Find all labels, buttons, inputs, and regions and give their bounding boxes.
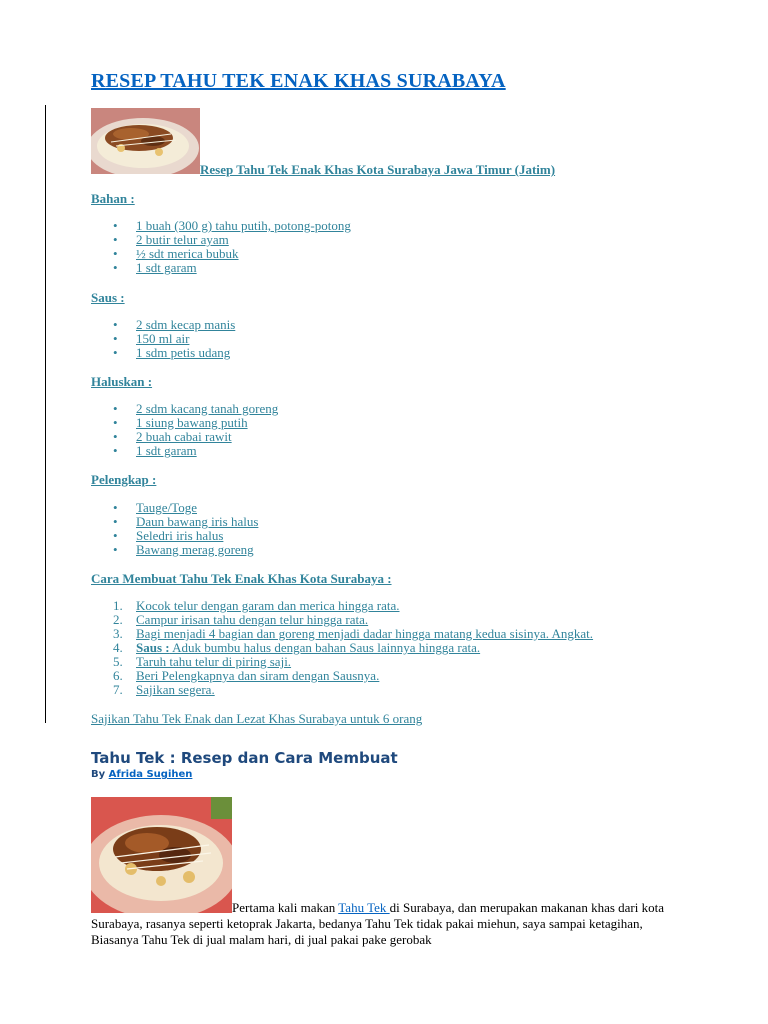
list-item[interactable]: • 1 sdt garam [113, 260, 197, 275]
page-title: RESEP TAHU TEK ENAK KHAS SURABAYA [91, 70, 506, 92]
byline [91, 769, 192, 780]
step-item[interactable]: 2. Campur irisan tahu dengan telur hingga rata. [113, 612, 369, 627]
article-heading: Tahu Tek : Resep dan Cara Membuat [91, 749, 398, 767]
list-item[interactable]: • 2 butir telur ayam [113, 232, 229, 247]
list-item[interactable]: • 1 sdt garam [113, 443, 197, 458]
pelengkap-list [91, 501, 258, 557]
list-item[interactable]: • 1 buah (300 g) tahu putih, potong-potong [113, 218, 351, 233]
list-item[interactable]: • 2 sdm kacang tanah goreng [113, 401, 279, 416]
author-link[interactable]: Afrida Sugihen [108, 769, 193, 780]
tahu-tek-photo-small [91, 108, 200, 174]
pelengkap-label: Pelengkap : [91, 472, 157, 487]
list-item[interactable]: • 2 sdm kecap manis [113, 317, 236, 332]
step-item[interactable]: 7. Sajikan segera. [113, 682, 215, 697]
bahan-label: Bahan : [91, 191, 135, 206]
tahu-tek-link[interactable]: Tahu Tek [338, 900, 390, 915]
list-item[interactable]: • Seledri iris halus [113, 528, 224, 543]
list-item[interactable]: • 1 siung bawang putih [113, 415, 248, 430]
tahu-tek-photo-large [91, 797, 232, 913]
haluskan-label: Haluskan : [91, 374, 153, 389]
list-item[interactable]: • 2 buah cabai rawit [113, 429, 232, 444]
step-item[interactable]: 3. Bagi menjadi 4 bagian dan goreng menjadi dadar hingga matang kedua sisinya. Angkat. [113, 626, 594, 641]
step-item[interactable]: 6. Beri Pelengkapnya dan siram dengan Sausnya. [113, 668, 380, 683]
bahan-list [91, 219, 351, 275]
step-item[interactable]: 5. Taruh tahu telur di piring saji. [113, 654, 292, 669]
page-margin-line [45, 105, 46, 723]
list-item[interactable]: • ½ sdt merica bubuk [113, 246, 239, 261]
article-paragraph: Pertama kali makan Tahu Tek di Surabaya, dan merupakan makanan khas dari kota Surabaya, rasanya seperti ketoprak Jakarta, bedanya Tahu Tek tidak pakai miehun, saya sampai ketagihan, Biasanya Tahu Tek di jual malam hari, di jual pakai pake gerobak [91, 900, 664, 947]
image-caption-link[interactable]: Resep Tahu Tek Enak Khas Kota Surabaya Jawa Timur (Jatim) [200, 162, 556, 177]
step-item[interactable]: 4. Saus : Aduk bumbu halus dengan bahan Saus lainnya hingga rata. [113, 640, 481, 655]
haluskan-list [91, 402, 278, 458]
cara-membuat-label: Cara Membuat Tahu Tek Enak Khas Kota Surabaya : [91, 571, 392, 586]
step-item[interactable]: 1. Kocok telur dengan garam dan merica hingga rata. [113, 598, 400, 613]
list-item[interactable]: • Daun bawang iris halus [113, 514, 259, 529]
saus-list [91, 318, 235, 360]
saus-label: Saus : [91, 290, 125, 305]
list-item[interactable]: • 1 sdm petis udang [113, 345, 231, 360]
steps-list [91, 599, 593, 697]
by-label: By [91, 769, 106, 780]
list-item[interactable]: • Tauge/Toge [113, 500, 197, 515]
list-item[interactable]: • 150 ml air [113, 331, 190, 346]
servings-link[interactable]: Sajikan Tahu Tek Enak dan Lezat Khas Surabaya untuk 6 orang [91, 711, 423, 726]
list-item[interactable]: • Bawang merag goreng [113, 542, 254, 557]
